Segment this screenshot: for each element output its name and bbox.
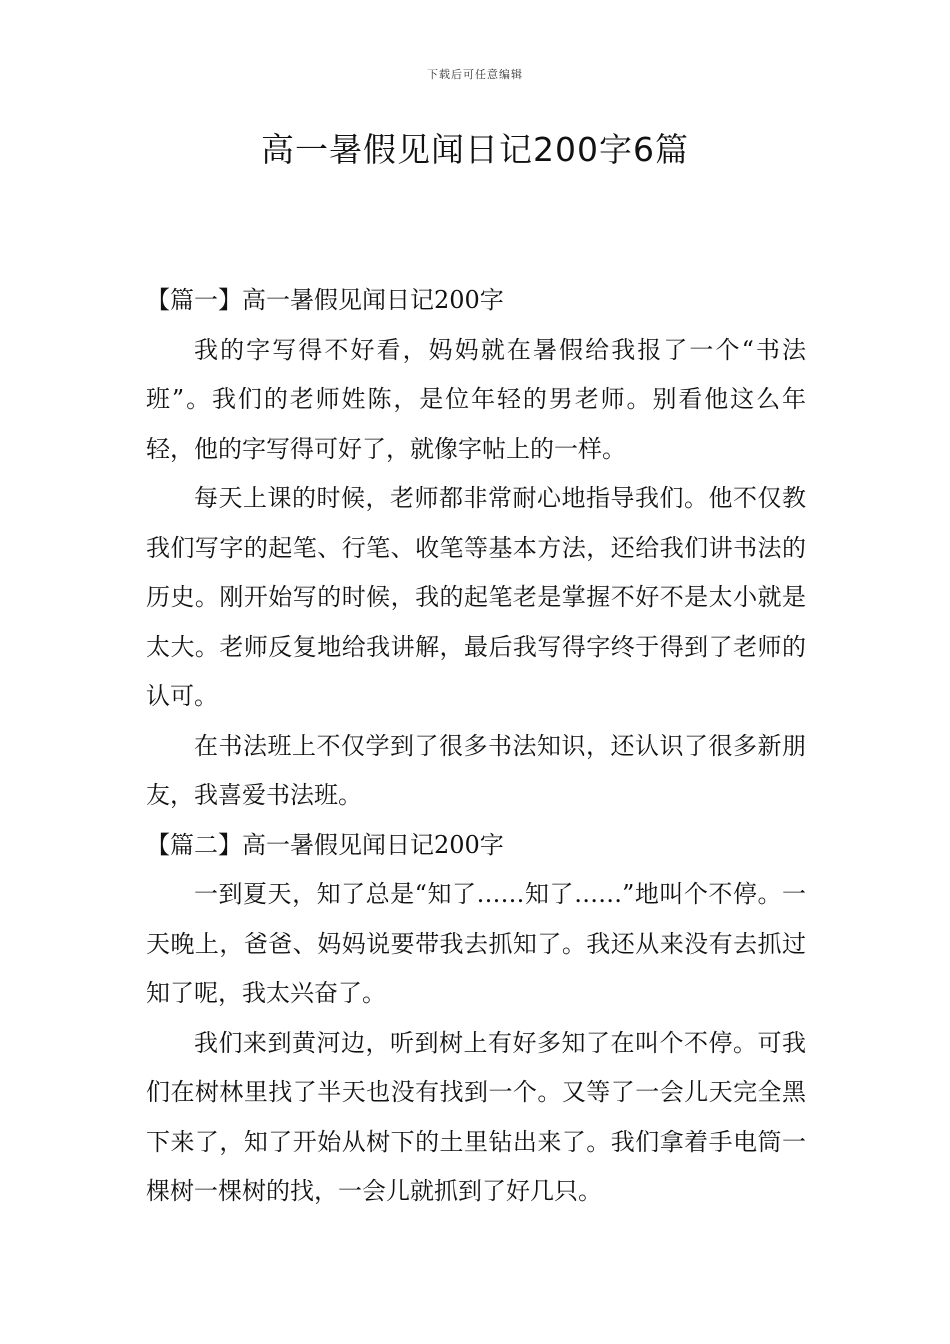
document-body <box>146 276 806 1217</box>
paragraph: 每天上课的时候，老师都非常耐心地指导我们。他不仅教我们写字的起笔、行笔、收笔等基本方法，还给我们讲书法的历史。刚开始写的时候，我的起笔老是掌握不好不是太小就是太大。老师反复地给我讲解，最后我写得字终于得到了老师的认可。 <box>146 484 806 710</box>
document-title: 高一暑假见闻日记200字6篇 <box>261 130 689 169</box>
paragraph: 我的字写得不好看，妈妈就在暑假给我报了一个“书法班”。我们的老师姓陈，是位年轻的男老师。别看他这么年轻，他的字写得可好了，就像字帖上的一样。 <box>146 335 806 463</box>
section-heading: 【篇二】高一暑假见闻日记200字 <box>146 830 504 859</box>
paragraph: 一到夏天，知了总是“知了……知了……”地叫个不停。一天晚上，爸爸、妈妈说要带我去抓知了。我还从来没有去抓过知了呢，我太兴奋了。 <box>146 880 806 1007</box>
paragraph: 我们来到黄河边，听到树上有好多知了在叫个不停。可我们在树林里找了半天也没有找到一个。又等了一会儿天完全黑下来了，知了开始从树下的土里钻出来了。我们拿着手电筒一棵树一棵树的找，一会儿就抓到了好几只。 <box>146 1028 806 1205</box>
section-heading: 【篇一】高一暑假见闻日记200字 <box>146 286 504 314</box>
paragraph: 在书法班上不仅学到了很多书法知识，还认识了很多新朋友，我喜爱书法班。 <box>146 731 806 809</box>
header-note: 下载后可任意编辑 <box>427 68 523 81</box>
